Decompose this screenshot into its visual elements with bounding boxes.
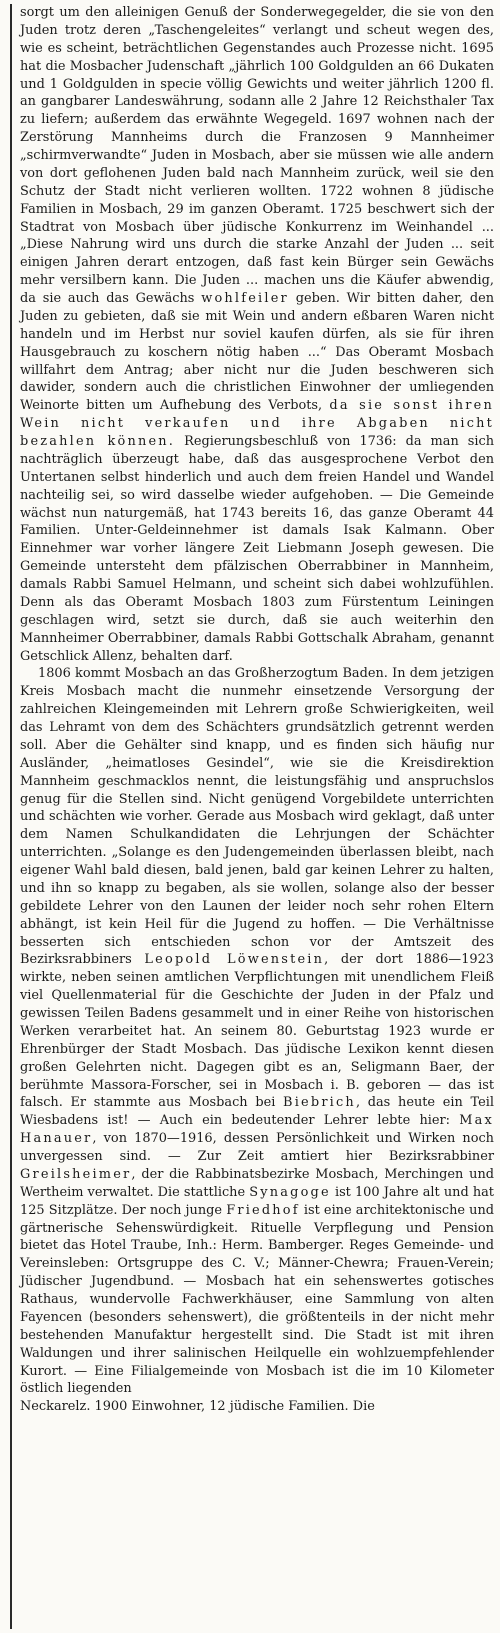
text-run: , der dort 1886—1923 wirkte, neben seinen amtlichen Verpflichtungen mit unendlichem Fleiß viel Quellenmaterial für die Geschichte der Juden in der Pfalz und gewissen Teilen Badens gesammelt und in einer Reihe von historischen Werken verarbeitet hat. An seinem 80. Geburtstag 1923 wurde er Ehrenbürger der Stadt Mosbach. Das jüdische Lexikon kennt diesen großen Gelehrten nicht. Dagegen gibt es an, Seligmann Baer, der berühmte Massora-Forscher, sei in Mosbach i. B. geboren — das ist falsch. Er stammte aus Mosbach bei <box>20 952 494 1111</box>
text-run: Regierungsbeschluß von 1736: da man sich nachträglich überzeugt habe, daß das ausgesprochene Verbot den Untertanen selbst hinderlich und auch dem freien Handel und Wandel nachteilig sei, so wird dasselbe wieder aufgehoben. — Die Gemeinde wächst nun naturgemäß, hat 1743 bereits 16, das ganze Oberamt 44 Familien. Unter-Geldeinnehmer ist damals Isak Kalmann. Ober Einnehmer war vorher längere Zeit Liebmann Joseph gewesen. Die Gemeinde untersteht dem pfälzischen Oberrabbiner in Mannheim, damals Rabbi Samuel Helmann, und scheint sich dabei wohlzufühlen. Denn als das Oberamt Mosbach 1803 zum Fürstentum Leiningen geschlagen wird, setzt sie durch, daß sie auch weiterhin den Mannheimer Oberrabbiner, damals Rabbi Gottschalk Abraham, genannt Getschlick Allenz, behalten darf. <box>20 434 495 664</box>
cutoff-line <box>20 1398 494 1420</box>
text-column <box>20 4 494 1420</box>
text-run: ist 100 Jahre alt und hat 125 Sitzplätze. Der noch junge <box>20 1184 494 1218</box>
text-run: Neckarelz. 1900 Einwohner, 12 jüdische Familien. Die <box>20 1399 375 1415</box>
emphasis-run: Synagoge <box>249 1184 331 1200</box>
emphasis-run: Leopold Löwenstein <box>144 952 325 968</box>
text-run: geben. Wir bitten daher, den Juden zu gebieten, daß sie mit Wein und andern eßbaren Waren nicht handeln und im Herbst nur soviel kaufen dürfen, als sie für ihren Hausgebrauch zu koschern nötig haben ...“ Das Oberamt Mosbach willfahrt dem Antrag; aber nicht nur die Juden beschweren sich dawider, sondern auch die christlichen Einwohner der umliegenden Weinorte bitten um Aufhebung des Verbots, <box>20 291 494 414</box>
text-run: , das heute ein Teil Wiesbadens ist! — Auch ein bedeutender Lehrer lebte hier: <box>20 1095 494 1129</box>
text-run: , der die Rabbinatsbezirke Mosbach, Merchingen und Wertheim verwaltet. Die stattliche <box>20 1166 494 1200</box>
emphasis-run: Max Hanauer <box>20 1113 494 1147</box>
text-run: ist eine architektonische und gärtnerische Sehenswürdigkeit. Rituelle Verpflegung und Pension bietet das Hotel Traube, Inh.: Herm. Bamberger. Reges Gemeinde- und Vereinsleben: Ortsgruppe des C. V.; Männer-Chewra; Frauen-Verein; Jüdischer Jugendbund. — Mosbach hat ein sehenswertes gotisches Rathaus, wundervolle Fachwerkhäuser, eine Sammlung von alten Fayencen (besonders sehenswert), die größtenteils in der nicht mehr bestehenden Manufaktur hergestellt sind. Die Stadt ist mit ihren Waldungen und ihrer salinischen Heilquelle ein wohlzuempfehlender Kurort. — Eine Filialgemeinde von Mosbach ist die im 10 Kilometer östlich liegenden <box>20 1202 494 1397</box>
emphasis-run: Friedhof <box>226 1202 300 1218</box>
text-run: sorgt um den alleinigen Genuß der Sonderwegegelder, die sie von den Juden trotz deren „Taschengeleites“ verlangt und scheut wegen des, wie es scheint, beträchtlichen Gegenstandes auch Prozesse nicht. 1695 hat die Mosbacher Judenschaft „jährlich 100 Goldgulden an 66 Dukaten und 1 Goldgulden in specie völlig Gewichts und weiter jährlich 1200 fl. an gangbarer Landeswährung, sodann alle 2 Jahre 12 Reichsthaler Tax zu liefern; außerdem das erwähnte Wegegeld. 1697 wohnen nach der Zerstörung Mannheims durch die Franzosen 9 Mannheimer „schirmverwandte“ Juden in Mosbach, aber sie müssen wie alle andern von dort geflohenen Juden bald nach Mannheim zurück, weil sie den Schutz der Stadt nicht verlieren wollten. 1722 wohnen 8 jüdische Familien in Mosbach, 29 im ganzen Oberamt. 1725 beschwert sich der Stadtrat von Mosbach über jüdische Konkurrenz im Weinhandel ... „Diese Nahrung wird uns durch die starke Anzahl der Juden ... seit einigen Jahren derart entzogen, daß fast kein Bürger sein Gewächs mehr versilbern kann. Die Juden ... machen uns die Käufer abwendig, da sie auch das Gewächs <box>20 5 494 306</box>
column-rule <box>10 4 12 1629</box>
paragraph-baden <box>20 665 494 1398</box>
emphasis-run: Biebrich <box>283 1095 356 1111</box>
paragraph-history <box>20 4 494 665</box>
text-run: 1806 kommt Mosbach an das Großherzogtum Baden. In dem jetzigen Kreis Mosbach macht die nunmehr einsetzende Versorgung der zahlreichen Kleingemeinden mit Lehrern große Schwierigkeiten, weil das Lehramt von dem des Schächters grundsätzlich getrennt werden soll. Aber die Gehälter sind knapp, und es finden sich häufig nur Ausländer, „heimatloses Gesindel“, wie sie die Kreisdirektion Mannheim geschmacklos nennt, die leistungsfähig und anspruchslos genug für die Stellen sind. Nicht genügend Vorgebildete unterrichten und schächten wie vorher. Gerade aus Mosbach wird geklagt, daß unter dem Namen Schulkandidaten die Lehrjungen der Schächter unterrichten. „Solange es den Judengemeinden überlassen bleibt, nach eigener Wahl bald diesen, bald jenen, bald gar keinen Lehrer zu halten, und ihn so knapp zu begaben, als sie wollen, solange also der besser gebildete Lehrer von den Launen der leider noch sehr rohen Eltern abhängt, ist kein Heil für die Jugend zu hoffen. — Die Verhältnisse besserten sich entschieden schon vor der Amtszeit des Bezirksrabbiners <box>20 666 494 968</box>
emphasis-run: wohlfeiler <box>201 291 289 306</box>
emphasis-run: da sie sonst ihren Wein nicht verkaufen und ihre Abgaben nicht bezahlen können. <box>20 398 494 449</box>
text-run: , von 1870—1916, dessen Persönlichkeit und Wirken noch unvergessen sind. — Zur Zeit amtiert hier Bezirksrabbiner <box>20 1131 494 1164</box>
emphasis-run: Greilsheimer <box>20 1166 132 1182</box>
